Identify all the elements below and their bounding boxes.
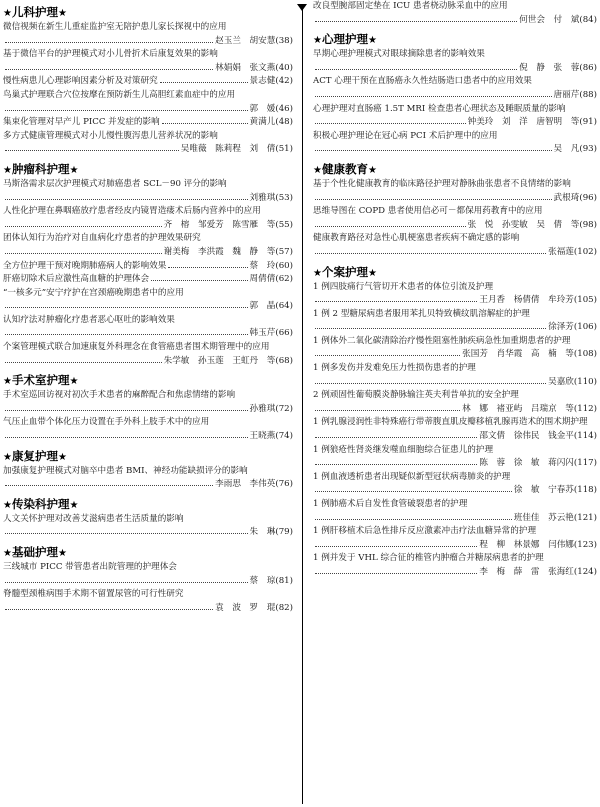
entry-authors: 武根琦 xyxy=(553,192,580,203)
dot-leader xyxy=(315,437,477,438)
entry-title: 积极心理护理论在冠心病 PCI 术后护理中的应用 xyxy=(313,130,498,141)
section-heading-text: 手术室护理 xyxy=(11,373,70,388)
entry-page-number: (72) xyxy=(275,403,293,414)
entry-title: 多方式健康管理模式对小儿慢性腹泻患儿营养状况的影响 xyxy=(3,130,218,141)
section-heading-text: 健康教育 xyxy=(321,161,368,176)
entry-authors: 吴嘉欣 xyxy=(548,376,574,387)
entry-byline xyxy=(3,219,293,233)
entry-title: 1 例四肢痛行气管切开术患者的体位引流及护理 xyxy=(313,281,494,292)
entry-byline xyxy=(3,327,293,341)
entry-byline xyxy=(3,602,293,616)
entry-page-number: (93) xyxy=(579,144,597,155)
entry-byline xyxy=(3,355,293,369)
entry-byline xyxy=(3,75,293,89)
entry-title: 加强康复护理模式对脑卒中患者 BMI、神经功能缺损评分的影响 xyxy=(3,465,248,476)
star-icon: ★ xyxy=(57,8,67,19)
dot-leader xyxy=(5,307,248,308)
toc-right-column xyxy=(313,0,597,807)
entry-title: 1 例狼疮性肾炎继发噬血细胞综合征患儿的护理 xyxy=(313,444,494,455)
entry-authors: 刘雅琪 xyxy=(249,192,276,203)
entry-byline xyxy=(313,294,597,308)
entry-title: 基于个性化健康教育的临床路径护理对静脉曲张患者不良情绪的影响 xyxy=(313,178,571,189)
entry-authors: 钟美玲 刘 洋 唐智明 等 xyxy=(467,117,580,128)
entry-byline xyxy=(313,89,597,103)
section-heading xyxy=(3,4,293,21)
entry-byline xyxy=(3,430,293,444)
dot-leader xyxy=(315,573,477,574)
entry-page-number: (55) xyxy=(275,219,293,230)
entry-title: 马斯洛需求层次护理模式对肺癌患者 SCL－90 评分的影响 xyxy=(3,178,227,189)
entry-page-number: (102) xyxy=(573,246,597,257)
toc-entry xyxy=(3,89,293,116)
entry-title: 1 例体外二氧化碳清除治疗慢性阻塞性肺疾病急性加重期患者的护理 xyxy=(313,335,571,346)
entry-page-number: (60) xyxy=(275,260,293,271)
dot-leader xyxy=(5,334,248,335)
toc-entry xyxy=(313,389,597,416)
dot-leader xyxy=(151,280,247,281)
entry-page-number: (46) xyxy=(275,103,293,114)
toc-entry xyxy=(313,178,597,205)
dot-leader xyxy=(5,150,179,151)
entry-title: 肝癌切除术后应激性高血糖的护理体会 xyxy=(3,274,150,285)
entry-page-number: (108) xyxy=(573,349,597,360)
entry-authors: 林 娜 褚亚屿 吕瑞京 等 xyxy=(462,403,574,414)
toc-entry xyxy=(3,130,293,157)
dot-leader xyxy=(162,123,248,124)
toc-entry xyxy=(313,552,597,579)
entry-title: 1 例并发于 VHL 综合征的椎管内肿瘤合并糖尿病患者的护理 xyxy=(313,553,544,564)
entry-page-number: (106) xyxy=(573,322,597,333)
section-heading xyxy=(3,496,293,513)
entry-authors: 孙雅琪 xyxy=(249,403,276,414)
entry-page-number: (91) xyxy=(579,117,597,128)
toc-entry xyxy=(3,21,293,48)
dot-leader xyxy=(5,410,248,411)
entry-page-number: (88) xyxy=(579,89,597,100)
entry-title: 改良型腕部固定垫在 ICU 患者桡动脉采血中的应用 xyxy=(313,1,508,11)
section-heading-text: 康复护理 xyxy=(11,448,58,463)
entry-title: 全方位护理干预对晚期肺癌病人的影响效果 xyxy=(3,260,167,271)
toc-entry xyxy=(313,130,597,157)
dot-leader xyxy=(5,253,162,254)
dot-leader xyxy=(5,226,162,227)
toc-entry xyxy=(313,205,597,232)
entry-byline xyxy=(3,260,293,274)
section-heading xyxy=(313,161,597,178)
entry-page-number: (98) xyxy=(579,219,597,230)
entry-page-number: (51) xyxy=(275,144,293,155)
entry-byline xyxy=(313,566,597,580)
entry-authors: 李 梅 薛 雷 张海红 xyxy=(479,566,574,577)
entry-page-number: (124) xyxy=(573,566,597,577)
toc-entry xyxy=(313,48,597,75)
entry-title: 1 例多发伤并发难免压力性损伤患者的护理 xyxy=(313,363,476,374)
entry-title: 三线城市 PICC 带管患者出院管理的护理体会 xyxy=(3,562,177,572)
dot-leader xyxy=(315,150,552,151)
entry-authors: 蔡 玲 xyxy=(249,260,276,271)
entry-title: 1 例乳腺浸润性非特殊癌行带蒂腹直肌皮瓣移植乳腺再造术的围术期护理 xyxy=(313,417,588,428)
dot-leader xyxy=(315,355,460,356)
toc-entry xyxy=(313,75,597,102)
star-icon: ★ xyxy=(313,164,322,176)
toc-entry xyxy=(3,341,293,368)
section-heading xyxy=(3,448,293,465)
entry-page-number: (76) xyxy=(275,479,293,490)
entry-byline xyxy=(313,246,597,260)
dot-leader xyxy=(315,410,460,411)
entry-title: 个案管理模式联合加速康复外科理念在食管癌患者围术期管理中的应用 xyxy=(3,342,270,353)
entry-page-number: (82) xyxy=(275,602,293,613)
toc-entry xyxy=(313,281,597,308)
entry-authors: 倪 静 张 蓉 xyxy=(519,62,580,73)
toc-entry xyxy=(3,273,293,287)
toc-entry xyxy=(3,116,293,130)
entry-authors: 齐 榕 邹爱芳 陈雪雁 等 xyxy=(163,219,276,230)
entry-page-number: (110) xyxy=(573,376,597,387)
dot-leader xyxy=(5,110,248,111)
column-divider xyxy=(302,4,303,804)
entry-page-number: (123) xyxy=(573,539,597,550)
section-heading xyxy=(3,372,293,389)
entry-authors: 郭 媛 xyxy=(249,103,276,114)
entry-title: 鸟巢式护理联合穴位按摩在预防新生儿高胆红素血症中的应用 xyxy=(3,89,236,100)
entry-byline xyxy=(313,403,597,417)
star-icon: ★ xyxy=(367,35,377,47)
entry-authors: 张福莲 xyxy=(548,246,574,257)
entry-page-number: (48) xyxy=(275,117,293,128)
entry-page-number: (79) xyxy=(275,527,293,538)
entry-title: 人文关怀护理对改善艾滋病患者生活质量的影响 xyxy=(3,513,184,524)
entry-byline xyxy=(3,35,293,49)
entry-title: 脊髓型颈椎病围手术期不留置尿管的可行性研究 xyxy=(3,589,184,600)
entry-title: 手术室巡回访视对初次手术患者的麻醉配合和焦虑情绪的影响 xyxy=(3,390,236,401)
entry-authors: 王晓燕 xyxy=(249,431,276,442)
star-icon: ★ xyxy=(3,499,12,511)
entry-page-number: (66) xyxy=(275,328,293,339)
entry-page-number: (96) xyxy=(579,192,597,203)
entry-byline xyxy=(3,143,293,157)
entry-page-number: (81) xyxy=(275,575,293,586)
entry-byline xyxy=(3,300,293,314)
toc-entry xyxy=(3,588,293,615)
entry-byline xyxy=(313,116,597,130)
dot-leader xyxy=(315,491,512,492)
entry-authors: 徐 敏 宁春苏 xyxy=(513,485,574,496)
toc-entry xyxy=(3,178,293,205)
entry-authors: 吴 凡 xyxy=(553,144,580,155)
entry-authors: 赵玉兰 胡安慧 xyxy=(215,35,276,46)
entry-byline xyxy=(313,539,597,553)
entry-page-number: (68) xyxy=(275,355,293,366)
entry-page-number: (62) xyxy=(275,274,293,285)
entry-byline xyxy=(313,62,597,76)
entry-byline xyxy=(313,14,597,28)
toc-entry xyxy=(313,335,597,362)
entry-byline xyxy=(313,219,597,233)
section-heading-text: 个案护理 xyxy=(321,264,368,279)
entry-authors: 周倩倩 xyxy=(249,274,276,285)
entry-page-number: (40) xyxy=(275,62,293,73)
dot-leader xyxy=(315,199,552,200)
toc-entry xyxy=(313,416,597,443)
entry-authors: 朱学敏 孙玉莲 王虹丹 等 xyxy=(163,355,276,366)
entry-title: 气压止血带个体化压力设置在手外科上肢手术中的应用 xyxy=(3,417,210,428)
star-icon: ★ xyxy=(3,548,12,559)
entry-title: 1 例肝移植术后急性排斥反应激素冲击疗法血糖异常的护理 xyxy=(313,526,537,537)
toc-entry xyxy=(313,103,597,130)
star-icon: ★ xyxy=(69,499,79,511)
toc-entry xyxy=(3,561,293,588)
entry-authors: 吴唯薇 陈莉程 刘 倩 xyxy=(180,144,276,155)
toc-entry xyxy=(3,232,293,259)
star-icon: ★ xyxy=(3,376,12,388)
dot-leader xyxy=(315,21,517,22)
entry-title: 慢性病患儿心理影响因素分析及对策研究 xyxy=(3,76,158,87)
dot-leader xyxy=(5,582,248,583)
entry-title: 团体认知行为治疗对自血病化疗患者的护理效果研究 xyxy=(3,233,201,244)
entry-title: 1 例肺癌术后自发性食管破裂患者的护理 xyxy=(313,499,468,509)
entry-authors: 郭 晶 xyxy=(249,301,276,312)
dot-leader xyxy=(168,267,247,268)
entry-page-number: (118) xyxy=(573,485,597,496)
entry-byline xyxy=(313,192,597,206)
entry-title: 心理护理对直肠癌 1.5T MRI 检查患者心理状态及睡眠质量的影响 xyxy=(313,103,566,114)
toc-entry xyxy=(3,75,293,89)
toc-entry xyxy=(313,444,597,471)
entry-byline xyxy=(313,348,597,362)
star-icon: ★ xyxy=(69,164,79,176)
toc-entry xyxy=(3,416,293,443)
entry-title: 1 例 2 型糖尿病患者服用苯扎贝特致横纹肌溶解症的护理 xyxy=(313,308,530,319)
entry-authors: 韩玉芹 xyxy=(249,328,276,339)
entry-byline xyxy=(3,273,293,287)
dot-leader xyxy=(5,362,162,363)
toc-entry xyxy=(313,471,597,498)
entry-byline xyxy=(3,246,293,260)
entry-title: 早期心理护理模式对眼球摘除患者的影响效果 xyxy=(313,49,485,60)
entry-authors: 何世会 付 斌 xyxy=(519,14,580,25)
toc-entry xyxy=(3,465,293,492)
toc-entry xyxy=(3,205,293,232)
entry-page-number: (86) xyxy=(579,62,597,73)
dot-leader xyxy=(160,82,248,83)
dot-leader xyxy=(5,533,248,534)
entry-authors: 朱 琳 xyxy=(249,527,276,538)
entry-byline xyxy=(3,478,293,492)
toc-entry xyxy=(313,0,597,27)
entry-page-number: (53) xyxy=(275,192,293,203)
entry-authors: 谢美梅 李洪霞 魏 静 等 xyxy=(163,246,276,257)
entry-page-number: (57) xyxy=(275,246,293,257)
section-heading xyxy=(3,544,293,561)
entry-byline xyxy=(3,62,293,76)
section-heading-text: 心理护理 xyxy=(321,32,368,47)
entry-page-number: (84) xyxy=(579,14,597,25)
dot-leader xyxy=(315,464,477,465)
entry-authors: 王月香 杨倩倩 牟玲芳 xyxy=(479,295,574,306)
entry-authors: 程 柳 林景娜 闫伟娜 xyxy=(479,539,574,550)
entry-byline xyxy=(3,403,293,417)
dot-leader xyxy=(315,96,552,97)
entry-authors: 邵文倩 徐伟民 钱金平 xyxy=(479,431,574,442)
entry-authors: 班佳佳 苏云艳 xyxy=(513,512,574,523)
dot-leader xyxy=(315,301,477,302)
entry-authors: 袁 波 罗 琨 xyxy=(215,602,276,613)
column-divider-arrow xyxy=(297,4,307,11)
dot-leader xyxy=(5,199,248,200)
star-icon: ★ xyxy=(57,451,67,463)
entry-authors: 唐丽芹 xyxy=(553,89,580,100)
star-icon: ★ xyxy=(313,267,322,279)
toc-entry xyxy=(3,314,293,341)
entry-page-number: (64) xyxy=(275,301,293,312)
entry-byline xyxy=(3,116,293,130)
entry-page-number: (112) xyxy=(573,403,597,414)
section-heading-text: 基础护理 xyxy=(11,545,58,559)
star-icon: ★ xyxy=(367,164,377,176)
toc-entry xyxy=(313,308,597,335)
entry-byline xyxy=(313,143,597,157)
entry-byline xyxy=(313,321,597,335)
entry-byline xyxy=(313,430,597,444)
entry-title: 微信视频在新生儿重症监护室无陪护患儿家长探视中的应用 xyxy=(3,22,227,32)
dot-leader xyxy=(315,328,546,329)
section-heading xyxy=(313,31,597,48)
entry-authors: 李雨思 李伟英 xyxy=(215,479,276,490)
entry-title: 思维导图在 COPD 患者使用信必可－都保用药教育中的应用 xyxy=(313,206,543,217)
star-icon: ★ xyxy=(57,548,67,559)
entry-page-number: (121) xyxy=(573,512,597,523)
entry-authors: 张国芳 肖华霞 高 楠 等 xyxy=(462,349,574,360)
section-heading xyxy=(3,161,293,178)
toc-entry xyxy=(3,260,293,274)
entry-byline xyxy=(3,103,293,117)
toc-entry xyxy=(3,287,293,314)
entry-page-number: (38) xyxy=(275,35,293,46)
dot-leader xyxy=(315,519,512,520)
toc-entry xyxy=(313,362,597,389)
entry-title: 1 例血液透析患者出现疑似新型冠状病毒肺炎的护理 xyxy=(313,471,511,482)
star-icon: ★ xyxy=(69,376,79,388)
star-icon: ★ xyxy=(3,8,12,19)
entry-authors: 景志健 xyxy=(249,76,276,87)
dot-leader xyxy=(315,123,466,124)
dot-leader xyxy=(315,253,546,254)
entry-authors: 徐泽芳 xyxy=(548,322,574,333)
entry-byline xyxy=(3,526,293,540)
dot-leader xyxy=(5,437,248,438)
dot-leader xyxy=(5,485,213,486)
star-icon: ★ xyxy=(3,164,12,176)
entry-authors: 蔡 琼 xyxy=(249,575,276,586)
section-heading-text: 肿瘤科护理 xyxy=(11,161,70,176)
entry-byline xyxy=(313,512,597,526)
dot-leader xyxy=(315,69,517,70)
entry-page-number: (117) xyxy=(573,458,597,469)
entry-title: ACT 心理干预在直肠癌永久性结肠造口患者中的应用效果 xyxy=(313,76,532,87)
entry-title: 健康教育路径对急性心肌梗塞患者疾病不确定感的影响 xyxy=(313,233,520,244)
section-heading-text: 传染科护理 xyxy=(11,496,70,511)
entry-byline xyxy=(313,484,597,498)
toc-entry xyxy=(3,48,293,75)
entry-title: 集束化管理对早产儿 PICC 并发症的影响 xyxy=(3,117,160,128)
entry-title: 认知疗法对肿瘤化疗患者恶心呕吐的影响效果 xyxy=(3,314,175,325)
dot-leader xyxy=(315,546,477,547)
entry-byline xyxy=(3,192,293,206)
star-icon: ★ xyxy=(367,267,377,279)
dot-leader xyxy=(5,69,213,70)
dot-leader xyxy=(5,609,213,610)
dot-leader xyxy=(5,42,213,43)
toc-entry xyxy=(313,232,597,259)
entry-authors: 张 悦 孙雯敏 吴 倩 等 xyxy=(467,219,580,230)
dot-leader xyxy=(315,226,466,227)
entry-authors: 林娟娟 张文燕 xyxy=(215,62,276,73)
entry-byline xyxy=(313,457,597,471)
toc-entry xyxy=(3,389,293,416)
section-heading-text: 儿科护理 xyxy=(11,5,58,19)
entry-page-number: (114) xyxy=(573,431,597,442)
toc-entry xyxy=(3,513,293,540)
entry-byline xyxy=(3,575,293,589)
entry-page-number: (74) xyxy=(275,431,293,442)
entry-byline xyxy=(313,376,597,390)
section-heading xyxy=(313,264,597,281)
entry-title: 人性化护理在鼻咽癌放疗患者经皮内镜胃造瘘术后肠内营养中的应用 xyxy=(3,206,261,217)
entry-title: 基于微信平台的护理模式对小儿骨折术后康复效果的影响 xyxy=(3,49,218,60)
entry-authors: 黄满儿 xyxy=(249,117,276,128)
toc-entry xyxy=(313,498,597,525)
entry-authors: 陈 蓉 徐 敏 蒋闪闪 xyxy=(479,458,574,469)
entry-title: 2 例顽固性葡萄膜炎静脉输注英夫利昔单抗的安全护理 xyxy=(313,390,519,401)
toc-entry xyxy=(313,525,597,552)
star-icon: ★ xyxy=(313,35,322,47)
star-icon: ★ xyxy=(3,451,12,463)
entry-page-number: (42) xyxy=(275,76,293,87)
entry-title: “一核多元”安宁疗护在宫颈癌晚期患者中的应用 xyxy=(3,287,184,298)
toc-left-column xyxy=(3,0,293,807)
dot-leader xyxy=(315,383,546,384)
entry-page-number: (105) xyxy=(573,295,597,306)
